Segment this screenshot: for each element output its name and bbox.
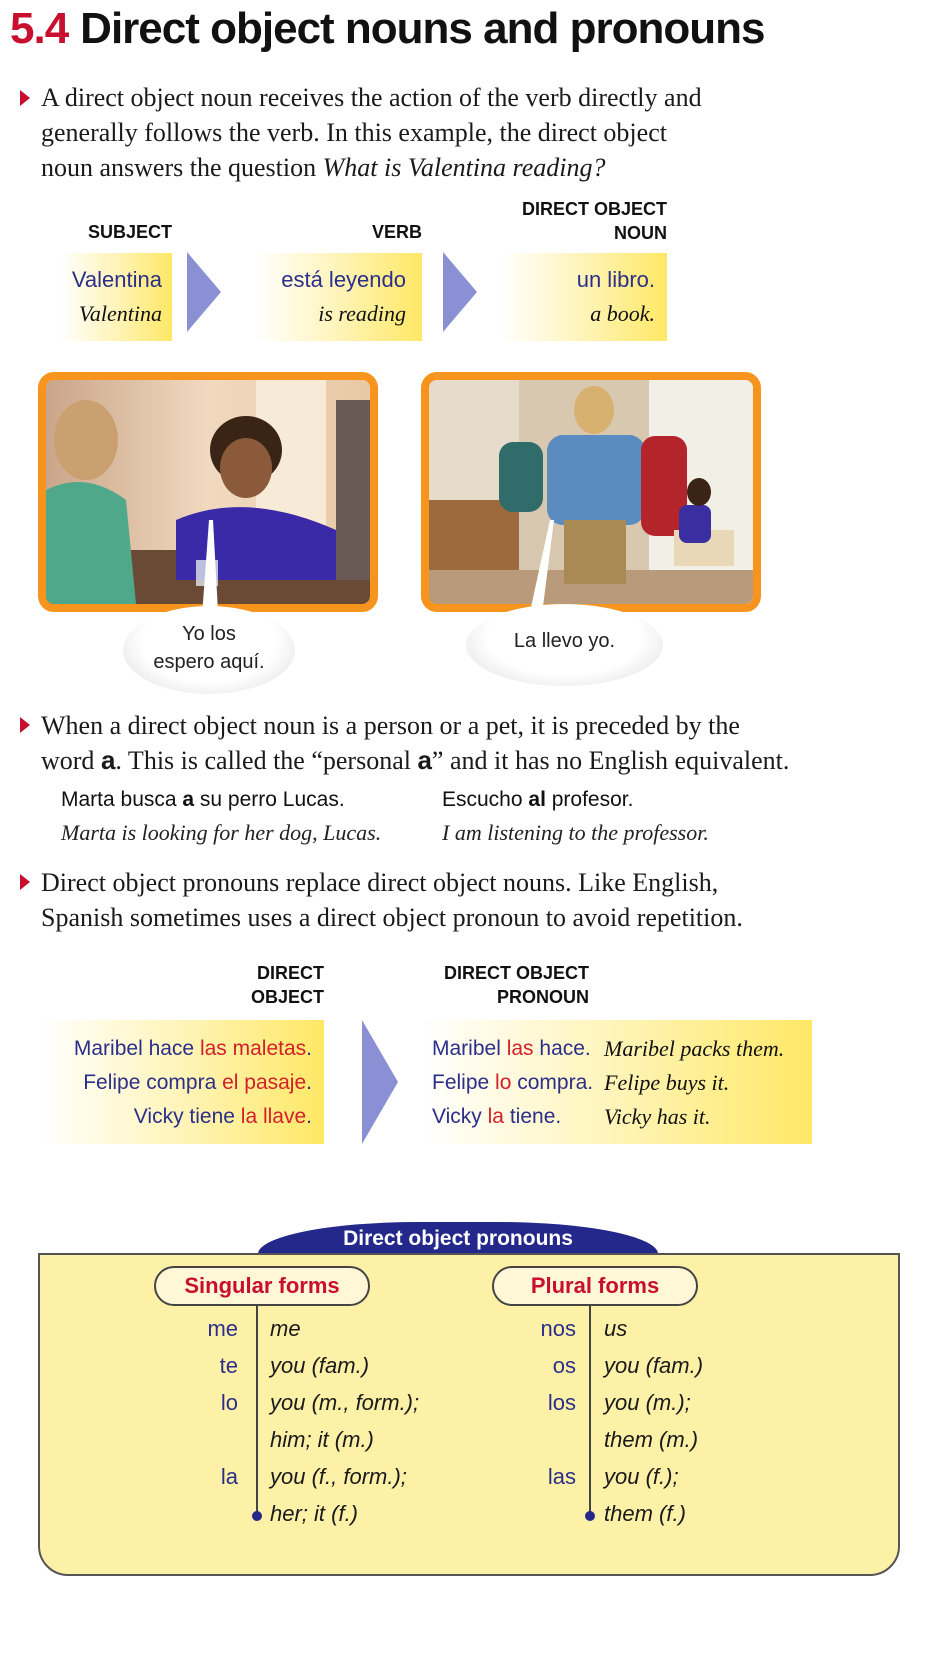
- header-line: DIRECT: [257, 963, 324, 983]
- paragraph-personal-a: [41, 708, 936, 778]
- direct-object-sentences-box: [40, 1020, 324, 1144]
- paragraph-line: [41, 743, 936, 778]
- bubble-text-line: La llevo yo.: [513, 630, 616, 652]
- header-line: DIRECT OBJECT: [443, 963, 589, 983]
- bubble-text-line: espero aquí.: [153, 651, 265, 673]
- pronoun-cell: las: [547, 1464, 576, 1489]
- section-title-text: Direct object nouns and pronouns: [80, 4, 765, 53]
- sentence-text: .: [306, 1037, 312, 1060]
- sentence-row: [432, 1100, 593, 1134]
- sentence-text: hace.: [533, 1037, 591, 1060]
- sentence-text: Vicky: [432, 1105, 488, 1128]
- paragraph-text: word: [41, 746, 101, 775]
- section-title: [10, 4, 764, 54]
- translation-cell: you (f., form.);: [270, 1464, 407, 1489]
- english-translation-list: [604, 1032, 784, 1134]
- translation-cell: you (f.);: [604, 1464, 679, 1489]
- direct-object-pronoun-sentences-box: [420, 1020, 812, 1144]
- example-emphasis: a: [182, 788, 195, 811]
- pronoun-cell: la: [220, 1464, 238, 1489]
- example-text: su perro Lucas.: [194, 788, 345, 811]
- bullet-triangle-icon: [20, 874, 30, 890]
- sentence-row: [432, 1032, 593, 1066]
- example-text: profesor.: [545, 788, 634, 811]
- header-direct-object-noun: [500, 197, 667, 245]
- example-left-spanish: [61, 788, 345, 812]
- sentence-pronoun: la: [487, 1105, 504, 1128]
- paragraph-line: generally follows the verb. In this example, the direct object: [41, 118, 667, 147]
- plural-pronouns: [516, 1310, 576, 1532]
- paragraph-direct-object-noun: [41, 80, 921, 185]
- pronoun-cell: me: [207, 1316, 238, 1341]
- sentence-object: el pasaje: [222, 1071, 307, 1094]
- paragraph-text: noun answers the question: [41, 153, 323, 182]
- subject-box: [60, 253, 172, 341]
- pronoun-cell: [516, 1495, 576, 1532]
- section-number: 5.4: [10, 4, 69, 53]
- header-line: DIRECT OBJECT: [521, 199, 667, 219]
- emphasis-a: a: [100, 745, 116, 775]
- arrow-right-icon: [187, 252, 221, 332]
- pronoun-cell: lo: [220, 1390, 238, 1415]
- table-title: Direct object pronouns: [258, 1222, 658, 1254]
- verb-english: is reading: [318, 301, 406, 326]
- paragraph-line: Spanish sometimes uses a direct object pronoun to avoid repetition.: [41, 903, 743, 932]
- object-box: [500, 253, 667, 341]
- example-left-english: Marta is looking for her dog, Lucas.: [61, 820, 382, 845]
- object-english: a book.: [590, 301, 655, 326]
- photo-backpacks: [421, 372, 761, 612]
- translation-row: Felipe buys it.: [604, 1070, 730, 1095]
- paragraph-question: What is Valentina reading?: [322, 153, 606, 182]
- paragraph-text: . This is called the “personal: [115, 746, 418, 775]
- sentence-text: Felipe compra: [83, 1071, 223, 1094]
- subject-spanish: Valentina: [71, 267, 162, 292]
- header-direct-object: [220, 961, 324, 1009]
- pronoun-cell: nos: [540, 1316, 576, 1341]
- example-right-spanish: [442, 788, 633, 812]
- paragraph-pronouns: [41, 865, 921, 935]
- translation-cell: them (m.): [604, 1427, 699, 1452]
- paragraph-line: When a direct object noun is a person or a pet, it is preceded by the: [41, 711, 740, 740]
- translation-cell: them (f.): [604, 1501, 686, 1526]
- pronoun-sentence-list: [432, 1032, 593, 1134]
- example-text: Marta busca: [61, 788, 183, 811]
- bubble-text-line: Yo los: [182, 623, 236, 645]
- emphasis-a: a: [417, 745, 432, 775]
- header-line: NOUN: [614, 223, 667, 243]
- pronoun-cell: [516, 1421, 576, 1458]
- speech-bubble-1: [123, 606, 295, 694]
- sentence-row: [74, 1032, 312, 1066]
- paragraph-line: [41, 150, 921, 185]
- pronoun-cell: [178, 1495, 238, 1532]
- pronoun-cell: os: [552, 1353, 576, 1378]
- sentence-row: [432, 1066, 593, 1100]
- translation-cell: us: [604, 1316, 628, 1341]
- translation-cell: you (m., form.);: [270, 1390, 420, 1415]
- sentence-object: la llave: [240, 1105, 307, 1128]
- singular-pronouns: [178, 1310, 238, 1532]
- paragraph-line: A direct object noun receives the action of the verb directly and: [41, 83, 702, 112]
- verb-box: [255, 253, 422, 341]
- arrow-right-icon: [443, 252, 477, 332]
- header-line: PRONOUN: [496, 987, 589, 1007]
- pronoun-cell: te: [219, 1353, 238, 1378]
- translation-cell: me: [270, 1316, 301, 1341]
- translation-cell: you (fam.): [604, 1353, 704, 1378]
- paragraph-text: ” and it has no English equivalent.: [431, 746, 790, 775]
- sentence-text: Felipe: [432, 1071, 496, 1094]
- example-right-english: I am listening to the professor.: [442, 820, 709, 845]
- sentence-pronoun: las: [506, 1037, 534, 1060]
- sentence-text: .: [306, 1105, 312, 1128]
- example-emphasis: al: [528, 788, 546, 811]
- header-line: OBJECT: [250, 987, 324, 1007]
- plural-forms-label: Plural forms: [492, 1266, 698, 1306]
- singular-forms-label: Singular forms: [154, 1266, 370, 1306]
- sentence-row: [74, 1100, 312, 1134]
- sentence-pronoun: lo: [495, 1071, 512, 1094]
- divider-dot: [585, 1511, 595, 1521]
- translation-row: Maribel packs them.: [604, 1036, 785, 1061]
- translation-row: Vicky has it.: [604, 1104, 711, 1129]
- example-text: Escucho: [442, 788, 529, 811]
- sentence-list: [74, 1032, 312, 1134]
- photo-illustration: [429, 380, 753, 604]
- translation-cell: him; it (m.): [270, 1427, 374, 1452]
- pronoun-cell: [178, 1421, 238, 1458]
- sentence-text: .: [306, 1071, 312, 1094]
- divider-dot: [252, 1511, 262, 1521]
- sentence-text: Maribel hace: [73, 1037, 200, 1060]
- translation-cell: you (m.);: [604, 1390, 691, 1415]
- bullet-triangle-icon: [20, 717, 30, 733]
- bullet-triangle-icon: [20, 90, 30, 106]
- header-subject: SUBJECT: [87, 222, 172, 242]
- sentence-text: Maribel: [432, 1037, 507, 1060]
- subject-english: Valentina: [78, 301, 162, 326]
- sentence-text: compra.: [511, 1071, 594, 1094]
- translation-cell: you (fam.): [270, 1353, 370, 1378]
- pronoun-cell: los: [547, 1390, 576, 1415]
- plural-divider: [589, 1304, 591, 1516]
- sentence-row: [74, 1066, 312, 1100]
- singular-translations: [270, 1310, 419, 1532]
- sentence-text: tiene.: [504, 1105, 562, 1128]
- sentence-text: Vicky tiene: [133, 1105, 241, 1128]
- sentence-object: las maletas: [199, 1037, 307, 1060]
- arrow-right-icon: [362, 1020, 398, 1144]
- verb-spanish: está leyendo: [281, 267, 406, 292]
- plural-translations: [604, 1310, 703, 1532]
- translation-cell: her; it (f.): [270, 1501, 359, 1526]
- paragraph-line: Direct object pronouns replace direct object nouns. Like English,: [41, 868, 719, 897]
- speech-bubble-2: [466, 604, 663, 686]
- singular-divider: [256, 1304, 258, 1516]
- header-direct-object-pronoun: [430, 961, 589, 1009]
- object-spanish: un libro.: [576, 267, 655, 292]
- header-verb: VERB: [371, 222, 422, 242]
